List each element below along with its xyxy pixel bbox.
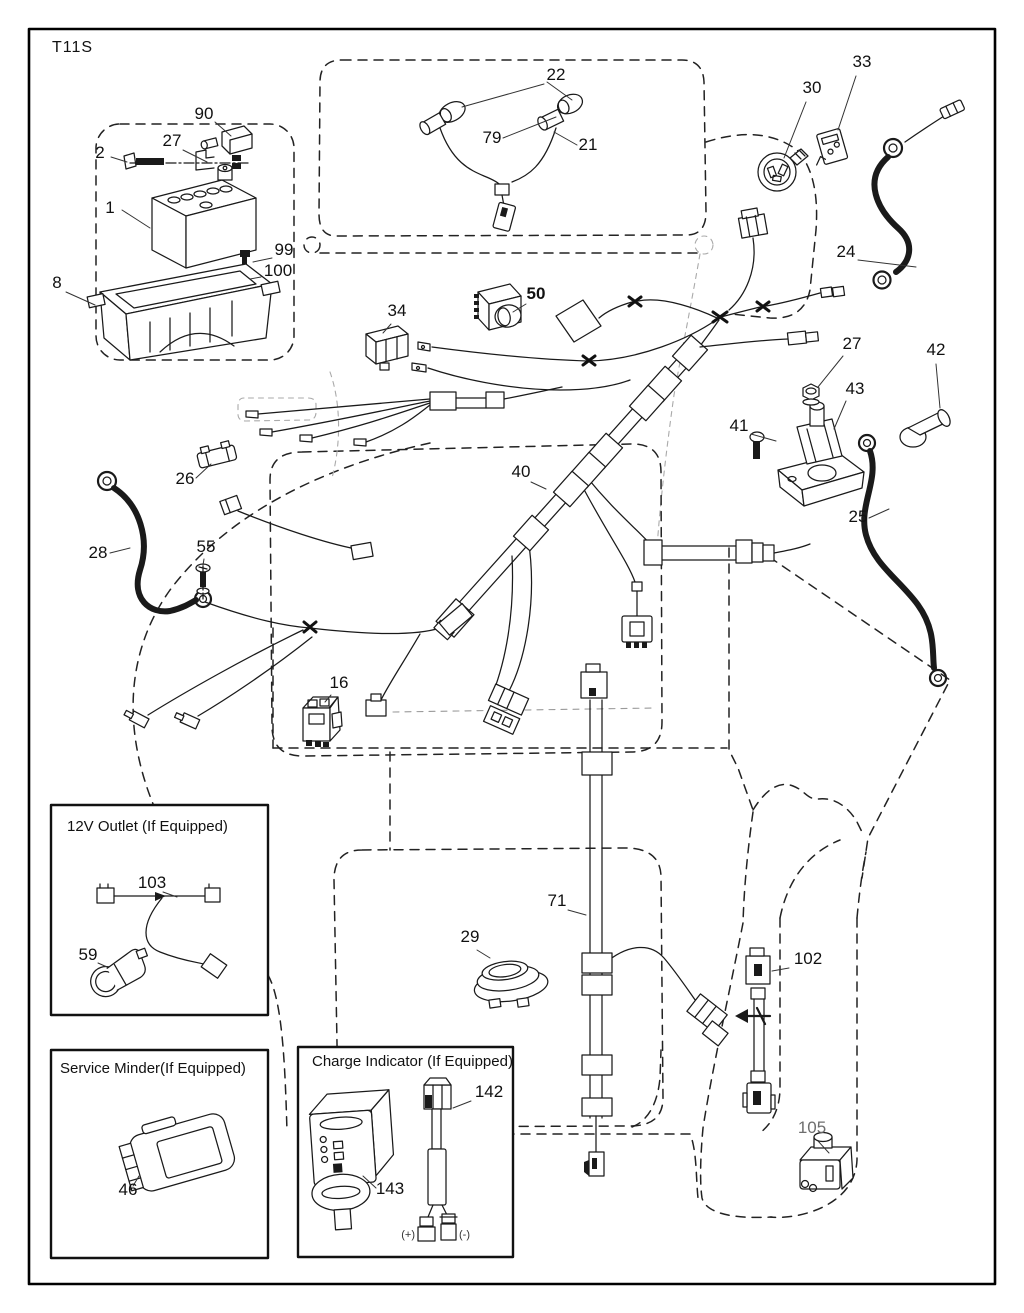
nut-27b xyxy=(803,384,819,405)
interlock-module-105 xyxy=(800,1133,853,1192)
callout-1: 1 xyxy=(105,198,115,217)
callout-leader-71 xyxy=(568,910,586,915)
box-service-minder-label: Service Minder(If Equipped) xyxy=(60,1060,246,1077)
callout-105: 105 xyxy=(797,1118,827,1137)
callout-25: 25 xyxy=(848,507,868,526)
callout-leader-27 xyxy=(818,356,843,387)
callout-leader-22 xyxy=(462,84,544,107)
callout-79: 79 xyxy=(482,128,502,147)
connector-top-right xyxy=(737,207,767,238)
hour-meter-29 xyxy=(471,956,551,1013)
callout-99: 99 xyxy=(274,240,294,259)
harness-71 xyxy=(581,664,612,1176)
callout-143: 143 xyxy=(375,1179,405,1198)
callout-leader-27 xyxy=(183,150,207,162)
starter-solenoid-43 xyxy=(778,402,864,506)
callout-43: 43 xyxy=(845,379,865,398)
fuse-26 xyxy=(195,440,237,469)
callout-71: 71 xyxy=(547,891,567,910)
callout-21: 21 xyxy=(578,135,598,154)
switch-34 xyxy=(366,326,408,370)
fuse-holder xyxy=(644,540,774,565)
connector-branch xyxy=(682,994,737,1046)
callout-100: 100 xyxy=(263,261,293,280)
callout-leader-1 xyxy=(122,210,150,228)
box-charge-indicator xyxy=(298,1047,513,1257)
battery-cable-24 xyxy=(874,99,965,288)
callout-leader-21 xyxy=(554,132,577,145)
mount-plate xyxy=(556,300,601,342)
callout-leader-25 xyxy=(869,509,889,518)
callout-16: 16 xyxy=(329,673,349,692)
callout-leader-28 xyxy=(110,548,130,553)
callout-2: 2 xyxy=(95,143,105,162)
callout-34: 34 xyxy=(387,301,407,320)
terminal-boot-42 xyxy=(900,408,953,447)
relay-50 xyxy=(474,284,523,330)
spade-terminals xyxy=(123,342,430,729)
connector-102 xyxy=(743,948,775,1113)
callout-42: 42 xyxy=(926,340,946,359)
callout-leader-40 xyxy=(531,482,546,489)
callout-28: 28 xyxy=(88,543,108,562)
stem-connector xyxy=(622,582,652,648)
fastener-90 xyxy=(200,126,252,154)
callout-55: 55 xyxy=(196,537,216,556)
callout-59: 59 xyxy=(78,945,98,964)
callout-27: 27 xyxy=(842,334,862,353)
callout-29: 29 xyxy=(460,927,480,946)
callout-41: 41 xyxy=(729,416,749,435)
callout-22: 22 xyxy=(546,65,566,84)
box-charge-indicator-label: Charge Indicator (If Equipped) xyxy=(312,1053,513,1070)
box-service-minder xyxy=(51,1050,268,1258)
ignition-switch-30 xyxy=(758,149,808,191)
callout-90: 90 xyxy=(194,104,214,123)
connector-left xyxy=(220,495,242,514)
seat-switch-16 xyxy=(303,697,342,747)
box-12v-outlet-label: 12V Outlet (If Equipped) xyxy=(67,818,228,835)
callout-24: 24 xyxy=(836,242,856,261)
callout-27: 27 xyxy=(162,131,182,150)
wire-right-stub xyxy=(700,339,788,347)
headlight-harness-21 xyxy=(418,82,586,232)
callout-leader-29 xyxy=(477,950,490,958)
box-12v-outlet xyxy=(51,805,268,1015)
callout-26: 26 xyxy=(175,469,195,488)
callout-leader-43 xyxy=(834,401,846,429)
callout-leader-30 xyxy=(784,102,806,158)
callout-leader-42 xyxy=(936,364,940,408)
diagram-title: T11S xyxy=(52,39,94,56)
callout-46: 46 xyxy=(118,1180,138,1199)
circuit-breaker-33 xyxy=(809,128,848,167)
callout-33: 33 xyxy=(852,52,872,71)
connector-2pin xyxy=(820,285,844,298)
connector-mid-left xyxy=(351,542,373,559)
arrow-marker xyxy=(735,1008,770,1024)
callout-50: 50 xyxy=(526,284,546,303)
callout-leader-33 xyxy=(838,76,856,130)
bundle-connector xyxy=(430,392,504,410)
callout-8: 8 xyxy=(52,273,62,292)
callout-142: 142 xyxy=(474,1082,504,1101)
callout-103: 103 xyxy=(137,873,167,892)
stacked-connectors xyxy=(480,684,529,734)
plus-label: (+) xyxy=(401,1229,415,1241)
ground-cable-28 xyxy=(98,472,211,611)
callout-102: 102 xyxy=(793,949,823,968)
minus-label: (-) xyxy=(459,1229,470,1241)
connector-right-stub xyxy=(787,330,818,345)
callout-30: 30 xyxy=(802,78,822,97)
callout-40: 40 xyxy=(511,462,531,481)
